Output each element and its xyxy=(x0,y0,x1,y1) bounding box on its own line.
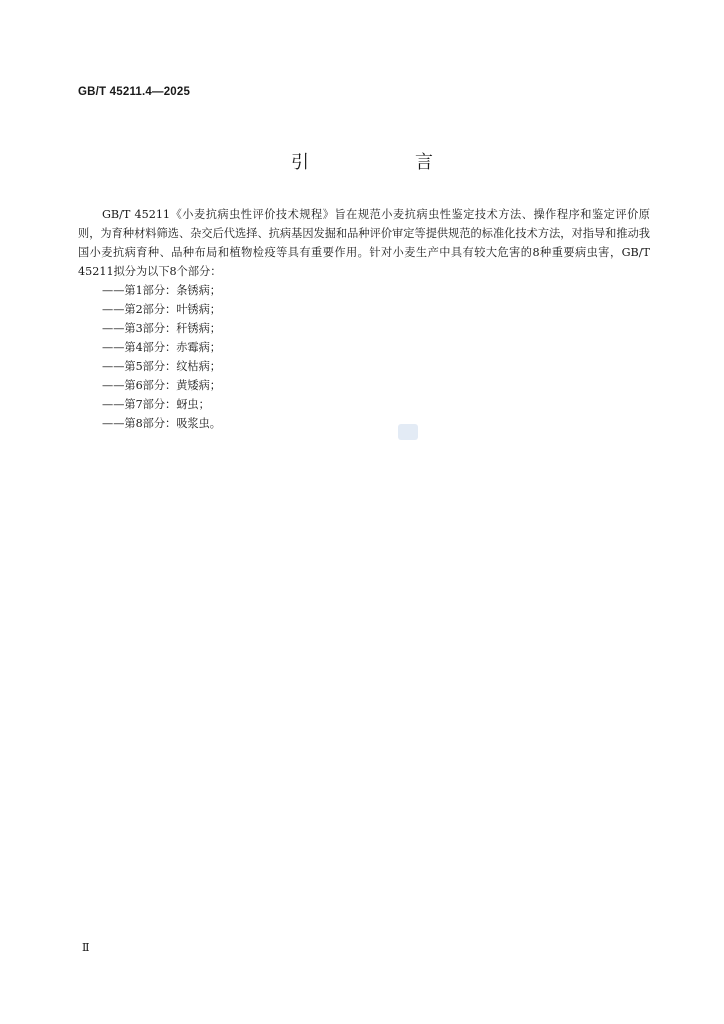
section-title: 引 言 xyxy=(291,152,477,173)
list-item: ——第8部分：吸浆虫。 xyxy=(102,417,221,430)
list-item: ——第1部分：条锈病； xyxy=(102,284,221,297)
parts-list xyxy=(78,281,650,433)
list-item: ——第2部分：叶锈病； xyxy=(102,303,221,316)
intro-paragraph: GB/T 45211《小麦抗病虫性评价技术规程》旨在规范小麦抗病虫性鉴定技术方法、操作程序和鉴定评价原则，为育种材料筛选、杂交后代选择、抗病基因发掘和品种评价审定等提供规范的标准化技术方法，对指导和推动我国小麦抗病育种、品种布局和植物检疫等具有重要作用。针对小麦生产中具有较大危害的8种重要病虫害，GB/T 45211拟分为以下8个部分： xyxy=(78,208,650,278)
introduction-body xyxy=(78,205,650,433)
list-item: ——第6部分：黄矮病； xyxy=(102,379,221,392)
list-item: ——第4部分：赤霉病； xyxy=(102,341,221,354)
list-item: ——第3部分：秆锈病； xyxy=(102,322,221,335)
document-code: GB/T 45211.4—2025 xyxy=(78,86,191,98)
list-item: ——第7部分：蚜虫； xyxy=(102,398,210,411)
list-item: ——第5部分：纹枯病； xyxy=(102,360,221,373)
watermark-stamp xyxy=(398,424,418,440)
page-number: Ⅱ xyxy=(82,941,90,954)
